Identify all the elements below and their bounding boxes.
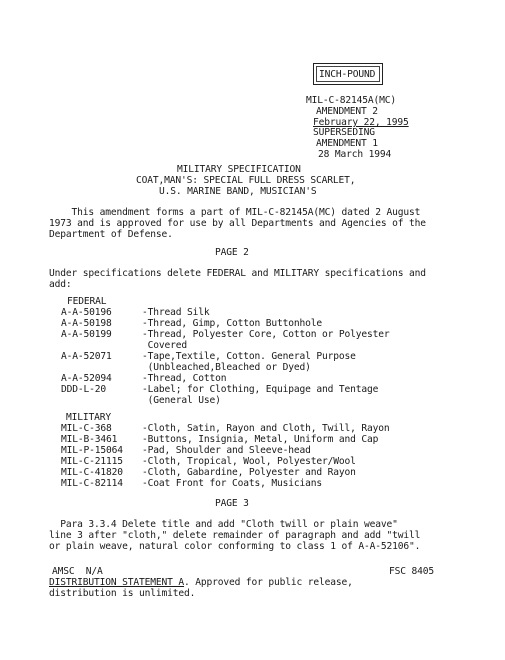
spec-code: MIL-C-21115 xyxy=(61,456,123,467)
distribution-line-2: distribution is unlimited. xyxy=(49,588,196,599)
spec-code: A-A-52094 xyxy=(61,373,112,384)
spec-code: MIL-C-368 xyxy=(61,423,112,434)
spec-code: A-A-50198 xyxy=(61,318,112,329)
spec-description: -Label; for Clothing, Equipage and Tentage xyxy=(142,384,379,395)
inch-pound-label: INCH-POUND xyxy=(319,69,376,80)
spec-code: A-A-52071 xyxy=(61,351,112,362)
spec-title-line-2: U.S. MARINE BAND, MUSICIAN'S xyxy=(159,186,317,197)
spec-description: -Coat Front for Coats, Musicians xyxy=(142,478,323,489)
amendment-number: AMENDMENT 2 xyxy=(316,106,378,117)
spec-code: MIL-C-41820 xyxy=(61,467,123,478)
page-3-line-3: or plain weave, natural color conforming to class 1 of A-A-52106". xyxy=(49,541,421,552)
fsc-code: FSC 8405 xyxy=(389,566,435,577)
amendment-date: February 22, 1995 xyxy=(313,117,409,128)
spec-code: DDD-L-20 xyxy=(61,384,107,395)
distribution-statement xyxy=(49,577,353,588)
document-id: MIL-C-82145A(MC) xyxy=(306,95,397,106)
superseded-amendment: AMENDMENT 1 xyxy=(316,138,378,149)
spec-description: Covered xyxy=(142,340,188,351)
spec-description: -Buttons, Insignia, Metal, Uniform and Cap xyxy=(142,434,379,445)
page-3-line-2: line 3 after "cloth," delete remainder of paragraph and add "twill xyxy=(49,530,421,541)
page-2-intro-line-2: add: xyxy=(49,279,72,290)
spec-description: -Pad, Shoulder and Sleeve-head xyxy=(142,445,311,456)
spec-code: MIL-B-3461 xyxy=(61,434,118,445)
distribution-label: DISTRIBUTION STATEMENT A xyxy=(49,577,185,588)
distribution-text: . Approved for public release, xyxy=(184,577,353,588)
spec-code: A-A-50199 xyxy=(61,329,112,340)
military-heading: MILITARY xyxy=(66,412,112,423)
spec-description: -Thread, Cotton xyxy=(142,373,227,384)
spec-description: (Unbleached,Bleached or Dyed) xyxy=(142,362,311,373)
page-2-heading: PAGE 2 xyxy=(215,247,249,258)
spec-type-title: MILITARY SPECIFICATION xyxy=(177,164,301,175)
spec-description: (General Use) xyxy=(142,395,221,406)
spec-description: -Cloth, Satin, Rayon and Cloth, Twill, Rayon xyxy=(142,423,390,434)
intro-line-1: This amendment forms a part of MIL-C-82145A(MC) dated 2 August xyxy=(49,207,421,218)
federal-heading: FEDERAL xyxy=(67,296,107,307)
spec-code: MIL-P-15064 xyxy=(61,445,123,456)
intro-line-2: 1973 and is approved for use by all Departments and Agencies of the xyxy=(49,218,426,229)
page-3-heading: PAGE 3 xyxy=(215,498,249,509)
intro-line-3: Department of Defense. xyxy=(49,229,173,240)
spec-description: -Tape,Textile, Cotton. General Purpose xyxy=(142,351,356,362)
spec-description: -Cloth, Gabardine, Polyester and Rayon xyxy=(142,467,356,478)
page-3-line-1: Para 3.3.4 Delete title and add "Cloth twill or plain weave" xyxy=(49,519,398,530)
page-2-intro-line-1: Under specifications delete FEDERAL and MILITARY specifications and xyxy=(49,268,426,279)
spec-description: -Thread Silk xyxy=(142,307,210,318)
spec-code: A-A-50196 xyxy=(61,307,112,318)
spec-description: -Cloth, Tropical, Wool, Polyester/Wool xyxy=(142,456,356,467)
spec-code: MIL-C-82114 xyxy=(61,478,123,489)
spec-description: -Thread, Gimp, Cotton Buttonhole xyxy=(142,318,323,329)
spec-title-line-1: COAT,MAN'S: SPECIAL FULL DRESS SCARLET, xyxy=(136,175,356,186)
amsc-code: AMSC N/A xyxy=(52,566,103,577)
spec-description: -Thread, Polyester Core, Cotton or Polyester xyxy=(142,329,390,340)
superseding-label: SUPERSEDING xyxy=(313,127,375,138)
superseded-date: 28 March 1994 xyxy=(318,149,392,160)
